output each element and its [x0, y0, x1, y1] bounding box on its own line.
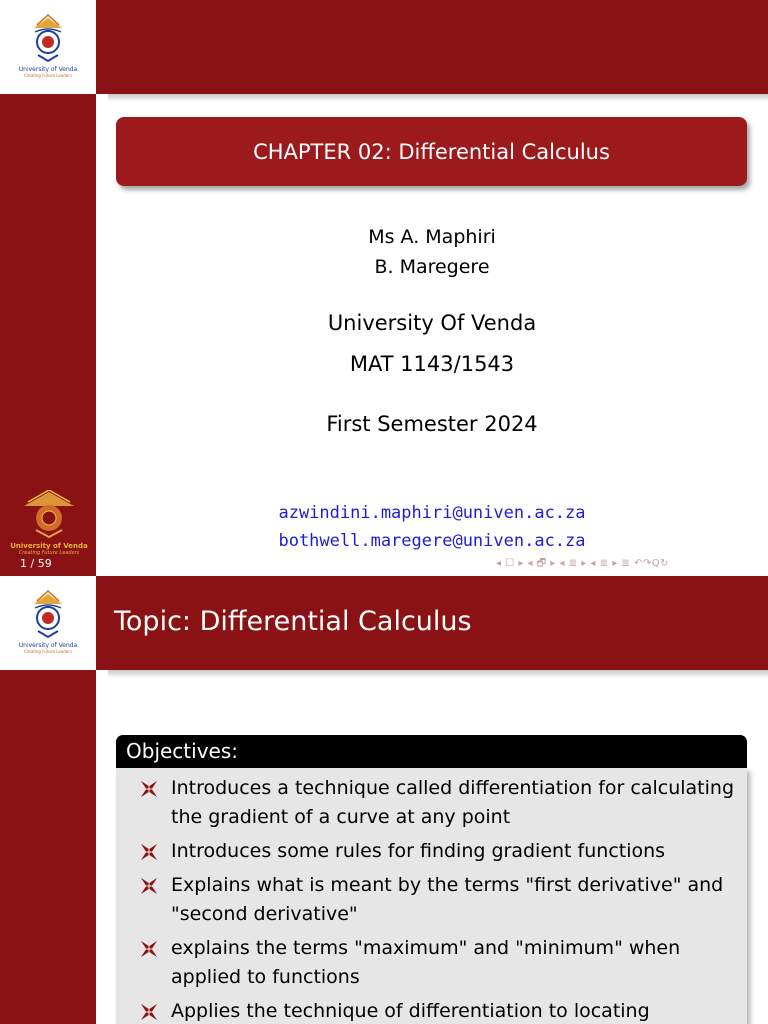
header-shadow [108, 670, 768, 678]
list-item [140, 934, 740, 992]
objectives-list [140, 774, 740, 1024]
list-item [140, 871, 740, 929]
institution: University Of Venda [327, 311, 537, 335]
maltese-cross-icon [140, 843, 158, 861]
header-shadow [108, 94, 768, 102]
list-item [140, 837, 740, 866]
sidebar-logo-caption: University of Venda [10, 542, 88, 550]
maltese-cross-icon [140, 877, 158, 895]
university-logo [13, 14, 83, 78]
objective-text: Explains what is meant by the terms "first derivative" and "second derivative" [171, 874, 724, 925]
logo-caption: University of Venda [18, 642, 78, 649]
sidebar-logo [10, 490, 88, 556]
crest-icon [13, 14, 83, 66]
course-code: MAT 1143/1543 [349, 352, 515, 376]
list-item [140, 997, 740, 1024]
semester: First Semester 2024 [326, 412, 538, 436]
logo-tagline: Creating Future Leaders [23, 649, 73, 654]
crest-icon [13, 590, 83, 642]
maltese-cross-icon [140, 940, 158, 958]
objective-text: explains the terms "maximum" and "minimum" when applied to functions [171, 937, 681, 988]
objective-text: Introduces a technique called differentiation for calculating the gradient of a curve at any point [171, 777, 735, 828]
sidebar-logo-tagline: Creating Future Leaders [18, 550, 80, 556]
logo-tagline: Creating Future Leaders [23, 73, 73, 78]
objectives-block-title: Objectives: [116, 735, 747, 768]
objectives-slide [0, 576, 768, 1024]
email-link-1[interactable]: azwindini.maphiri@univen.ac.za [278, 503, 586, 523]
logo-box [0, 0, 96, 94]
logo-box [0, 576, 96, 670]
chapter-title: CHAPTER 02: Differential Calculus [116, 117, 747, 186]
author-2: B. Maregere [374, 256, 490, 278]
page-number: 1 / 59 [20, 557, 52, 570]
maltese-cross-icon [140, 780, 158, 798]
objective-text: Introduces some rules for finding gradient functions [171, 840, 666, 862]
frame-title: Topic: Differential Calculus [114, 606, 472, 637]
sidebar-crest-icon [14, 490, 84, 538]
objectives-block-body [116, 768, 747, 1024]
email-link-2[interactable]: bothwell.maregere@univen.ac.za [278, 531, 586, 551]
author-1: Ms A. Maphiri [368, 226, 496, 248]
university-logo [13, 590, 83, 654]
list-item [140, 774, 740, 832]
objective-text: Applies the technique of differentiation to locating [171, 1000, 650, 1022]
header-bar [96, 0, 768, 94]
beamer-navigation-bar[interactable]: ◂ ☐ ▸ ◂ 🗗 ▸ ◂ ≣ ▸ ◂ ≣ ▸ ≣ ↶↷Q↻ [496, 558, 669, 569]
maltese-cross-icon [140, 1003, 158, 1021]
logo-caption: University of Venda [18, 66, 78, 73]
